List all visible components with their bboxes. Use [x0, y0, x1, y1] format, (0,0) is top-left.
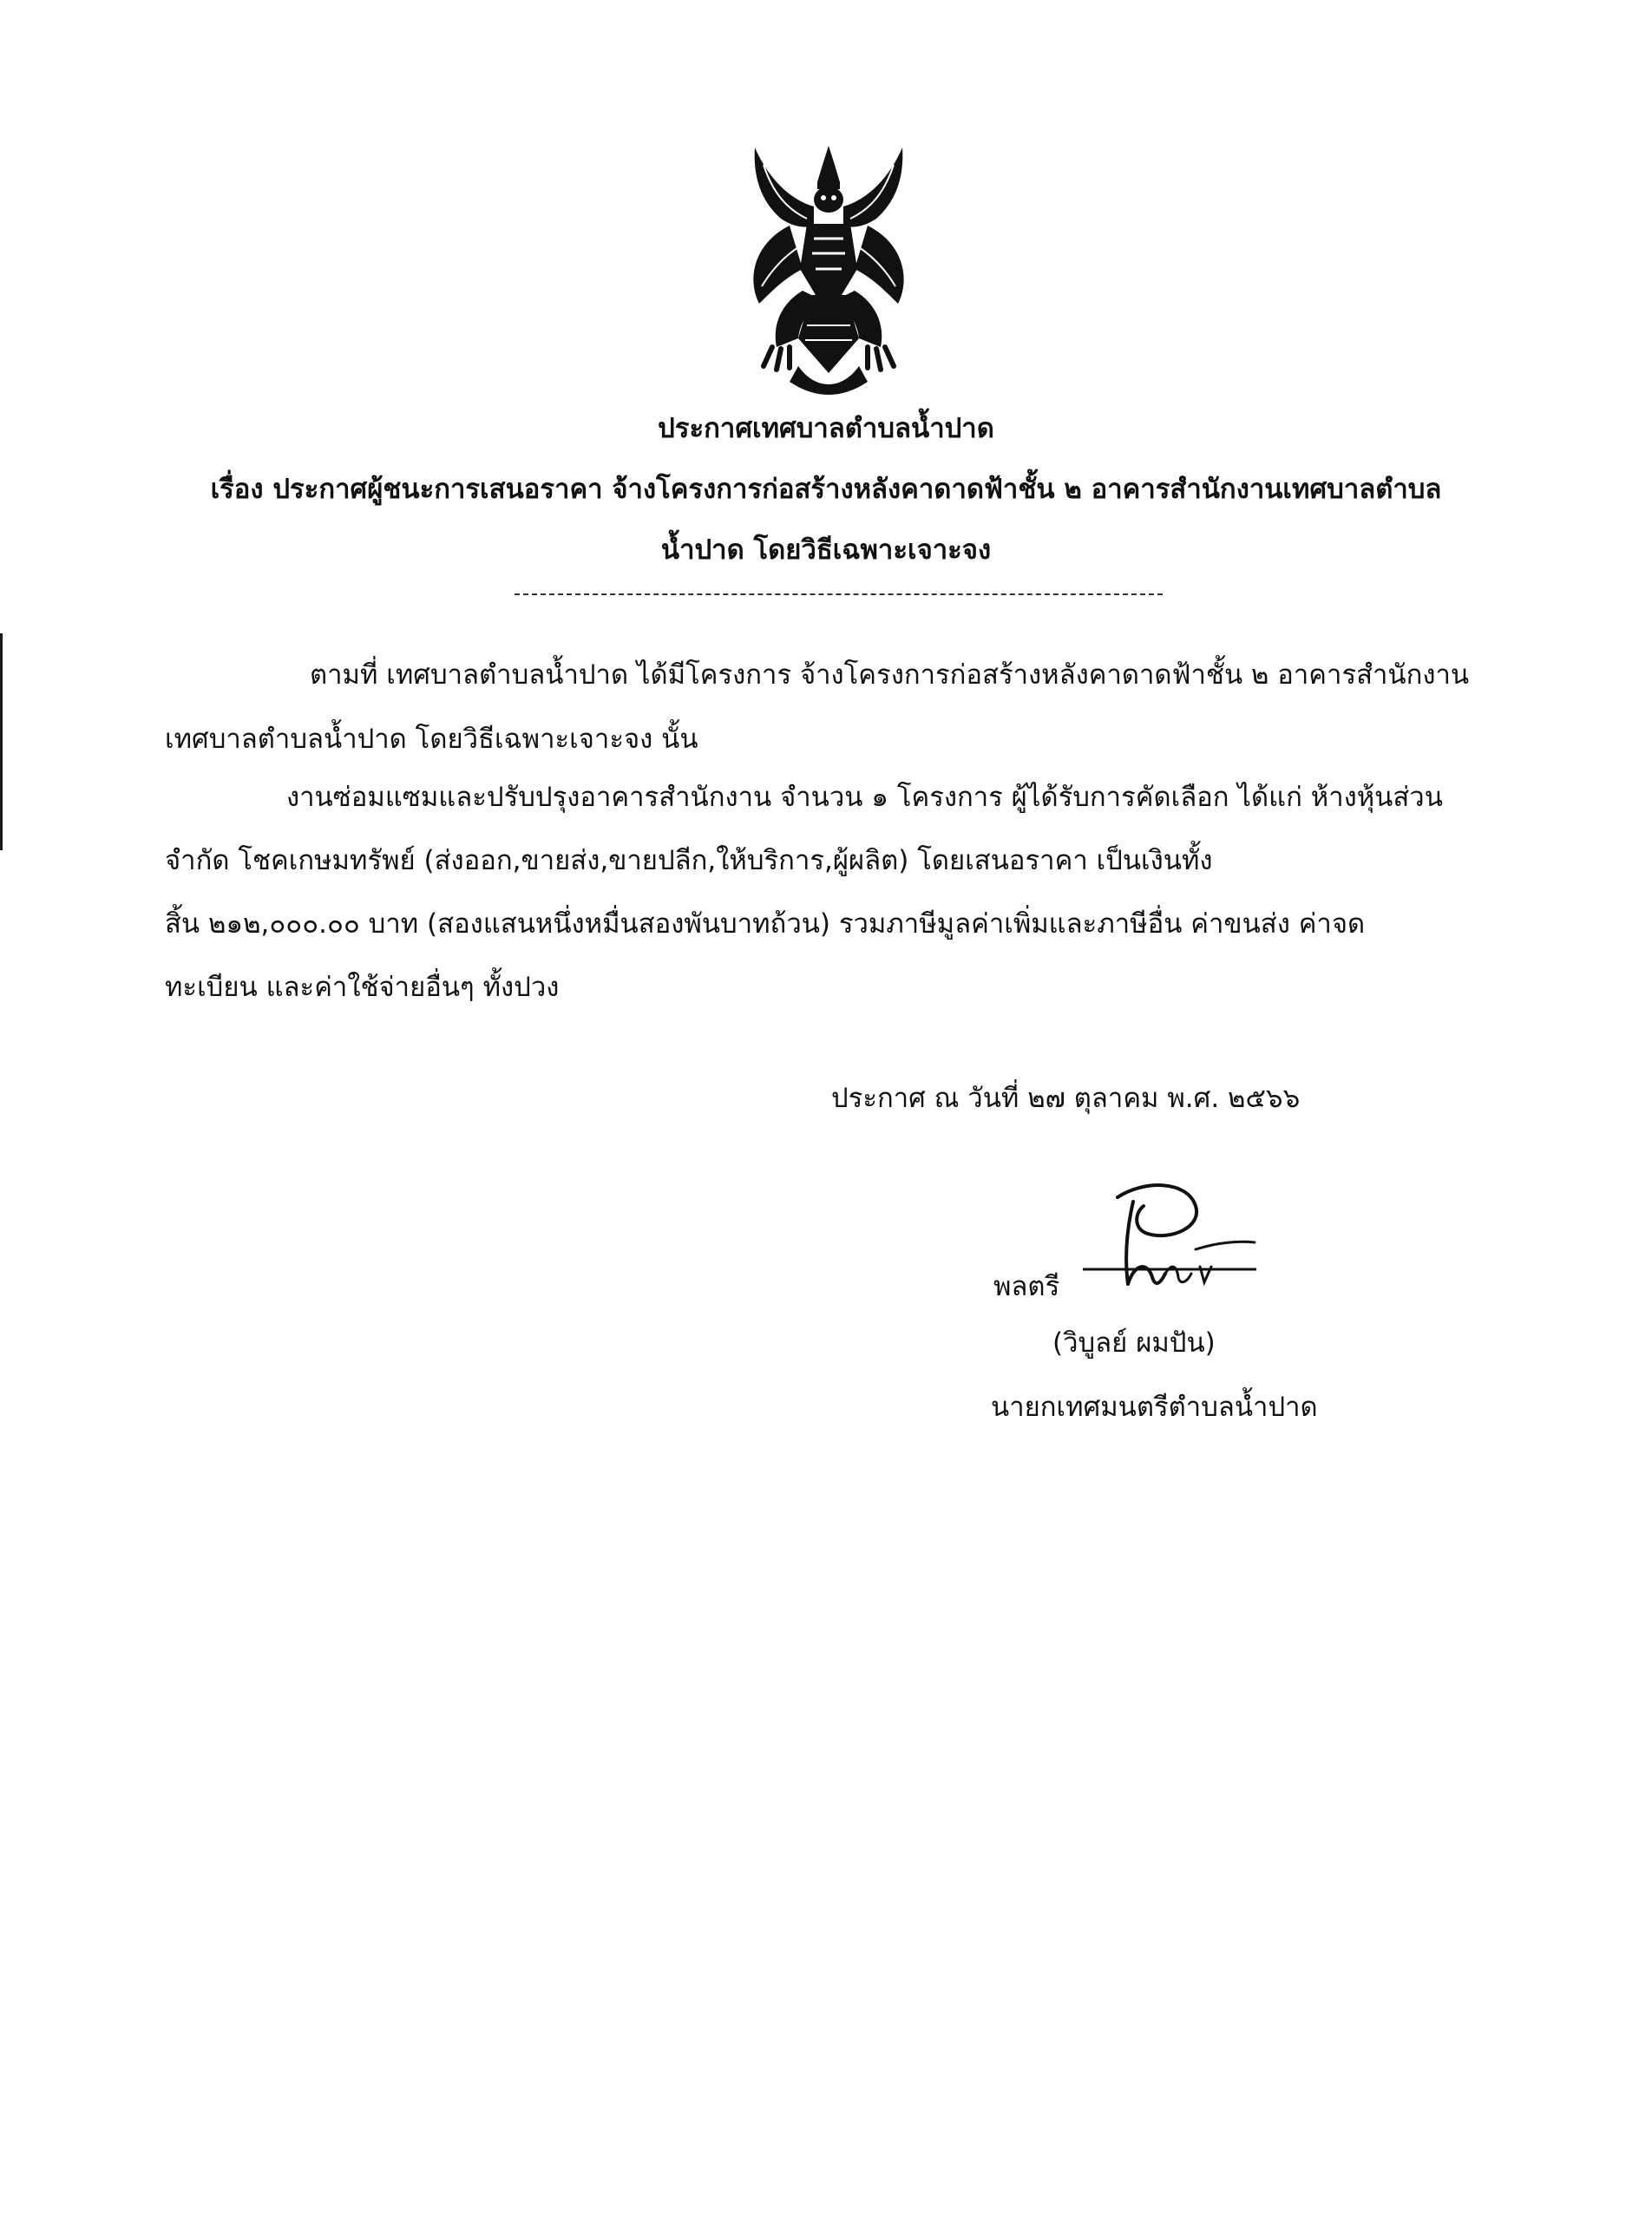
signer-position: นายกเทศมนตรีตำบลน้ำปาด: [991, 1392, 1318, 1423]
subject-line-2: น้ำปาด โดยวิธีเฉพาะเจาะจง: [660, 534, 992, 566]
body-line-6: ทะเบียน และค่าใช้จ่ายอื่นๆ ทั้งปวง: [165, 972, 560, 1003]
body-line-3: งานซ่อมแซมและปรับปรุงอาคารสำนักงาน จำนวน ๑ โครงการ ผู้ได้รับการคัดเลือก ได้แก่ ห้างหุ้นส่วน: [286, 782, 1443, 813]
garuda-emblem-icon: [738, 139, 920, 399]
body-line-2: เทศบาลตำบลน้ำปาด โดยวิธีเฉพาะเจาะจง นั้น: [165, 724, 698, 755]
body-line-1: ตามที่ เทศบาลตำบลน้ำปาด ได้มีโครงการ จ้างโครงการก่อสร้างหลังคาดาดฟ้าชั้น ๒ อาคารสำนักงาน: [310, 659, 1470, 691]
signer-name: (วิบูลย์ ผมปัน): [1052, 1327, 1216, 1359]
announcement-title: ประกาศเทศบาลตำบลน้ำปาด: [658, 413, 994, 444]
handwritten-signature: [1065, 1180, 1256, 1297]
divider: [515, 593, 1163, 595]
signer-rank: พลตรี: [993, 1271, 1060, 1302]
body-line-5: สิ้น ๒๑๒,๐๐๐.๐๐ บาท (สองแสนหนึ่งหมื่นสองพันบาทถ้วน) รวมภาษีมูลค่าเพิ่มและภาษีอื่น ค่าขนส่ง ค่าจด: [165, 908, 1366, 940]
body-line-4: จำกัด โชคเกษมทรัพย์ (ส่งออก,ขายส่ง,ขายปลีก,ให้บริการ,ผู้ผลิต) โดยเสนอราคา เป็นเงินทั้ง: [165, 845, 1213, 876]
announcement-date: ประกาศ ณ วันที่ ๒๗ ตุลาคม พ.ศ. ๒๕๖๖: [831, 1083, 1301, 1114]
subject-line-1: เรื่อง ประกาศผู้ชนะการเสนอราคา จ้างโครงการก่อสร้างหลังคาดาดฟ้าชั้น ๒ อาคารสำนักงานเทศบาลตำบล: [210, 474, 1442, 505]
scan-edge-mark: [0, 633, 3, 850]
